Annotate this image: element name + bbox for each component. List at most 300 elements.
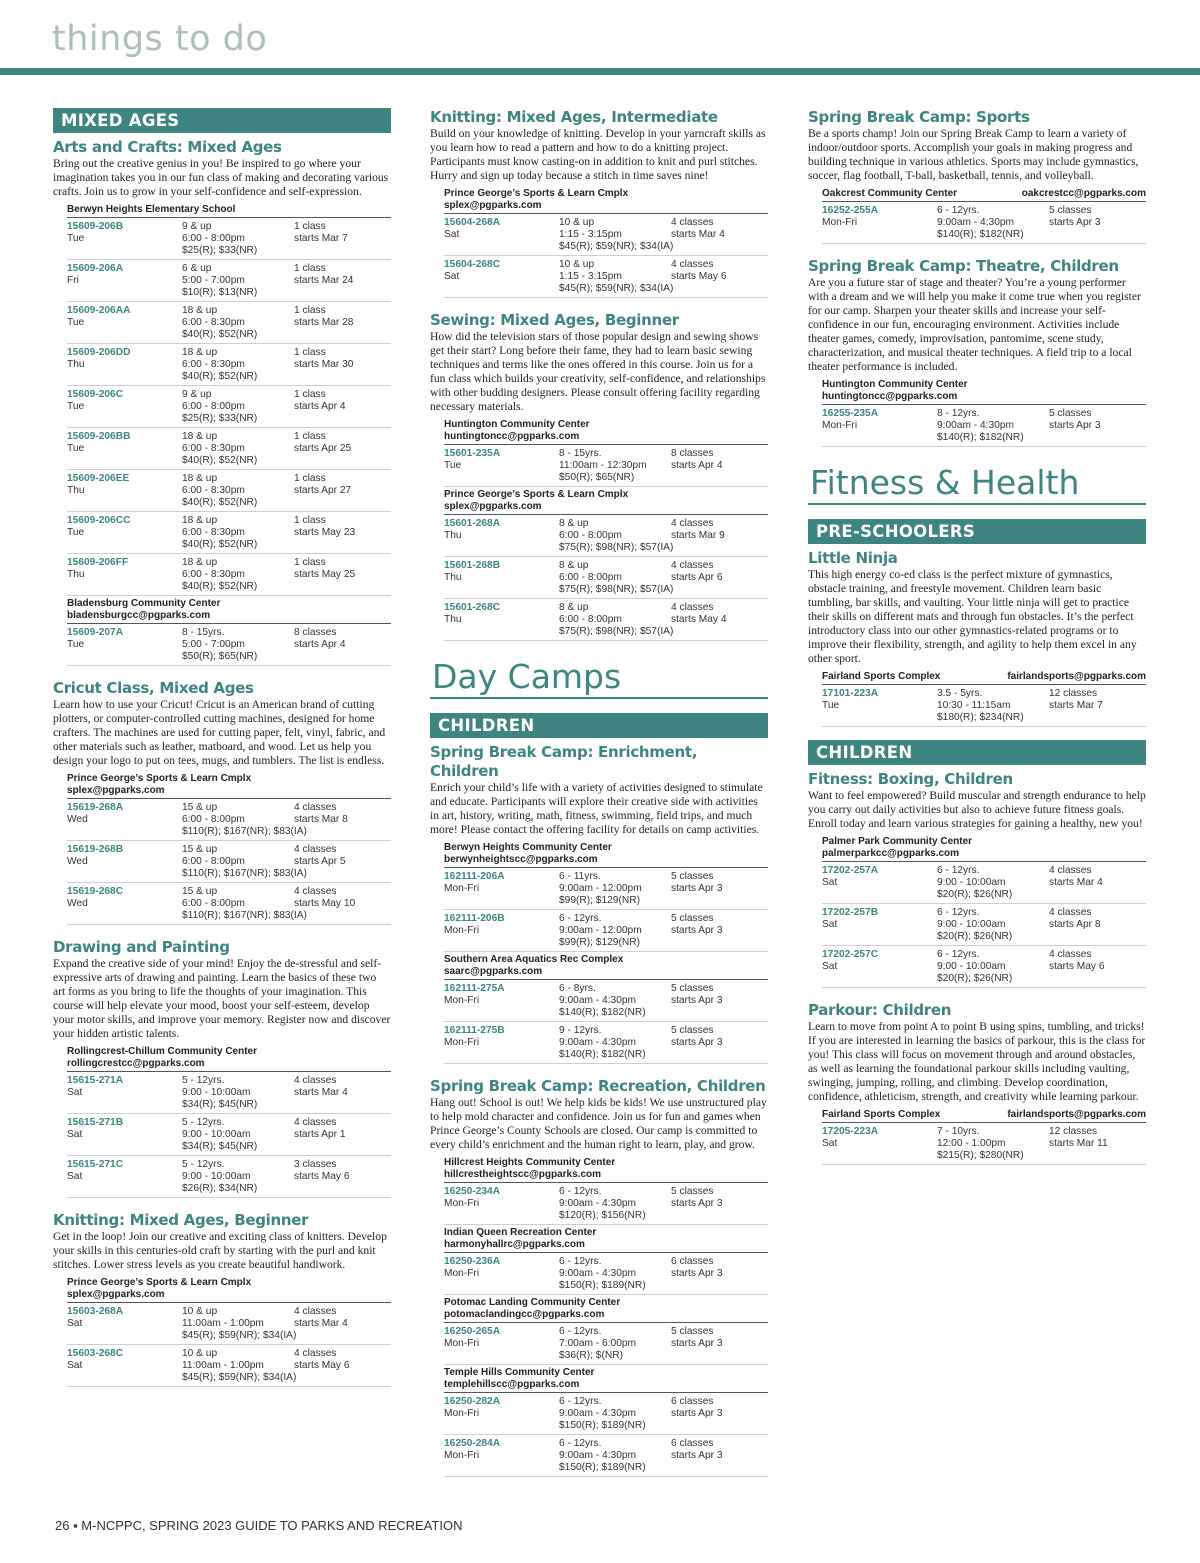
session-code: 162111-275B (444, 1025, 505, 1036)
session-code: 16250-284A (444, 1438, 501, 1449)
session-age: 8 - 15yrs. (559, 448, 602, 459)
session-time: 6:00 - 8:00pm (182, 233, 245, 244)
session-day: Tue (67, 233, 85, 244)
course-description: Be a sports champ! Join our Spring Break Camp to learn a variety of indoor/outdoor sports. Accomplish your goals in making progress and building technique in various athletics. Sports may include gymnastics, soccer, flag football, T-ball, basketball, tennis, and volleyball. (808, 127, 1139, 182)
session-row (822, 685, 1146, 727)
session-fee: $140(R); $182(NR) (937, 432, 1024, 443)
facility-header (67, 1044, 391, 1072)
course-title: Arts and Crafts: Mixed Ages (53, 138, 282, 156)
session-classes: 8 classes (671, 448, 714, 459)
session-row (67, 1303, 391, 1345)
course-title: Sewing: Mixed Ages, Beginner (430, 311, 679, 329)
session-age: 6 - 12yrs. (937, 949, 980, 960)
session-classes: 4 classes (671, 259, 714, 270)
session-row (67, 799, 391, 841)
course (430, 1077, 768, 1477)
session-classes: 4 classes (294, 802, 337, 813)
course-description: Want to feel empowered? Build muscular and strength endurance to help you carry out daily activities but also to achieve future fitness goals. Enroll today and learn various strategies for gaining a healthy, new you! (808, 789, 1146, 830)
facility (67, 202, 391, 596)
session-spacer (67, 868, 182, 880)
session-age: 8 & up (559, 560, 589, 571)
session-time: 9:00am - 4:30pm (559, 1408, 637, 1419)
session-time: 9:00am - 12:00pm (559, 883, 642, 894)
session-start: starts Apr 1 (294, 1129, 346, 1140)
session-row (67, 883, 391, 925)
session-fee: $140(R); $182(NR) (559, 1049, 646, 1060)
session-spacer (67, 1372, 182, 1384)
session-age: 15 & up (182, 802, 218, 813)
session-fee: $215(R); $280(NR) (937, 1150, 1024, 1161)
course (808, 257, 1146, 447)
session-fee: $140(R); $182(NR) (559, 1007, 646, 1018)
column-1 (53, 108, 391, 1400)
session-code: 15601-268A (444, 518, 501, 529)
session-fee: $10(R); $13(NR) (182, 287, 258, 298)
session-day: Sat (67, 1129, 83, 1140)
session-start: starts Mar 28 (294, 317, 354, 328)
session-spacer (822, 229, 937, 241)
facility (444, 952, 768, 1064)
session-start: starts Apr 3 (1049, 420, 1101, 431)
session-day: Mon-Fri (822, 217, 858, 228)
facility (822, 186, 1146, 244)
session-age: 10 & up (182, 1306, 218, 1317)
course-description: Get in the loop! Join our creative and exciting class of knitters. Develop your skills in this centuries-old craft by starting with the purl and knit stitches. Lower stress levels as you create beautiful handiwork. (53, 1230, 387, 1271)
session-row (444, 1253, 768, 1295)
session-spacer (444, 1049, 559, 1061)
session-day: Sat (67, 1360, 83, 1371)
session-start: starts Apr 3 (1049, 217, 1101, 228)
session-fee: $180(R); $234(NR) (937, 712, 1024, 723)
facility-header (444, 1365, 768, 1393)
session-start: starts Apr 3 (671, 1268, 723, 1279)
session-day: Mon-Fri (444, 1408, 480, 1419)
facility-email[interactable]: huntingtoncc@pgparks.com (444, 431, 580, 442)
facility-name: Oakcrest Community Center (822, 188, 958, 199)
session-spacer (444, 241, 559, 253)
session-row (822, 904, 1146, 946)
session-age: 18 & up (182, 431, 218, 442)
session-classes: 5 classes (1049, 408, 1092, 419)
session-classes: 1 class (294, 515, 326, 526)
session-row (67, 344, 391, 386)
section-heading: Fitness & Health (808, 460, 1146, 505)
session-code: 15609-206FF (67, 557, 129, 568)
facility-email[interactable]: oakcrestcc@pgparks.com (1021, 188, 1146, 199)
session-day: Wed (67, 898, 88, 909)
facility (444, 1365, 768, 1477)
session-classes: 4 classes (294, 1306, 337, 1317)
session-row (67, 1156, 391, 1198)
facility-email[interactable]: fairlandsports@pgparks.com (1007, 671, 1146, 682)
session-spacer (822, 1150, 937, 1162)
facility-email[interactable]: harmonyhallrc@pgparks.com (444, 1239, 585, 1250)
facility (444, 487, 768, 641)
session-row (444, 599, 768, 641)
session-spacer (444, 283, 559, 295)
facility-email[interactable]: splex@pgparks.com (67, 1289, 165, 1300)
session-classes: 4 classes (671, 602, 714, 613)
facility-header (444, 1295, 768, 1323)
session-time: 6:00 - 8:00pm (182, 898, 245, 909)
session-time: 7:00am - 6:00pm (559, 1338, 637, 1349)
session-code: 15603-268A (67, 1306, 124, 1317)
session-classes: 4 classes (1049, 907, 1092, 918)
session-spacer (444, 472, 559, 484)
session-day: Tue (444, 460, 462, 471)
session-code: 15609-207A (67, 627, 124, 638)
session-spacer (444, 1007, 559, 1019)
session-spacer (67, 245, 182, 257)
session-time: 9:00am - 12:00pm (559, 925, 642, 936)
session-day: Sat (67, 1171, 83, 1182)
session-code: 15619-268B (67, 844, 124, 855)
session-start: starts Apr 4 (294, 401, 346, 412)
session-row (444, 1323, 768, 1365)
session-spacer (67, 539, 182, 551)
session-spacer (67, 910, 182, 922)
session-start: starts Apr 4 (294, 639, 346, 650)
facility-email[interactable]: huntingtoncc@pgparks.com (822, 391, 958, 402)
facility-header (67, 771, 391, 799)
session-age: 6 - 12yrs. (559, 1326, 602, 1337)
facility-name: Prince George’s Sports & Learn Cmplx (444, 188, 629, 199)
session-start: starts Apr 3 (671, 883, 723, 894)
session-row (444, 214, 768, 256)
session-classes: 4 classes (294, 1075, 337, 1086)
session-fee: $150(R); $189(NR) (559, 1280, 646, 1291)
session-day: Tue (67, 443, 85, 454)
course-description: Expand the creative side of your mind! Enjoy the de-stressful and self-expressive arts of drawing and painting. Learn the basics of these two art forms as you bring to life the thoughts of your imagination. This course will help elevate your mood, boost your self-esteem, develop your motor skills, and improve your memory. Register now and discover your hidden artistic talents. (53, 957, 391, 1040)
session-code: 17101-223A (822, 688, 879, 699)
session-code: 15604-268C (444, 259, 501, 270)
session-fee: $40(R); $52(NR) (182, 329, 258, 340)
session-fee: $25(R); $33(NR) (182, 245, 258, 256)
session-row (67, 512, 391, 554)
session-spacer (444, 1280, 559, 1292)
facility-name: Huntington Community Center (444, 419, 590, 430)
session-code: 15619-268C (67, 886, 124, 897)
session-start: starts Mar 4 (671, 229, 725, 240)
session-code: 15601-268B (444, 560, 501, 571)
facility-header (67, 596, 391, 624)
session-spacer (444, 626, 559, 638)
session-row (822, 1123, 1146, 1165)
session-time: 9:00am - 4:30pm (559, 1450, 637, 1461)
facility-name: Berwyn Heights Elementary School (67, 204, 236, 215)
session-day: Mon-Fri (444, 1037, 480, 1048)
session-start: starts Apr 25 (294, 443, 352, 454)
course (430, 108, 768, 298)
session-fee: $120(R); $156(NR) (559, 1210, 646, 1221)
session-age: 6 - 12yrs. (937, 865, 980, 876)
session-code: 16250-265A (444, 1326, 501, 1337)
session-day: Fri (67, 275, 79, 286)
session-row (67, 554, 391, 596)
session-day: Thu (67, 485, 85, 496)
session-code: 15615-271A (67, 1075, 124, 1086)
session-classes: 1 class (294, 431, 326, 442)
session-spacer (67, 1183, 182, 1195)
session-time: 9:00 - 10:00am (937, 961, 1006, 972)
session-time: 9:00 - 10:00am (182, 1087, 251, 1098)
session-age: 9 - 12yrs. (559, 1025, 602, 1036)
facility-header (444, 840, 768, 868)
session-age: 6 - 12yrs. (937, 205, 980, 216)
session-age: 8 & up (559, 518, 589, 529)
session-classes: 5 classes (671, 913, 714, 924)
session-classes: 4 classes (671, 217, 714, 228)
session-start: starts Mar 11 (1049, 1138, 1108, 1149)
session-classes: 1 class (294, 263, 326, 274)
session-spacer (822, 889, 937, 901)
session-row (444, 515, 768, 557)
session-row (822, 202, 1146, 244)
session-age: 18 & up (182, 347, 218, 358)
session-fee: $34(R); $45(NR) (182, 1141, 258, 1152)
session-fee: $20(R); $26(NR) (937, 931, 1013, 942)
session-time: 9:00am - 4:30pm (937, 217, 1015, 228)
facility-header (444, 417, 768, 445)
session-spacer (444, 584, 559, 596)
session-start: starts Apr 3 (671, 1450, 723, 1461)
course-description: Are you a future star of stage and theater? You’re a young performer with a dream and we will help you make it come true when you register for our camp. Sharpen your theater skills and increase your self-confidence in our fun, encouraging environment. Activities include theater games, comedy, improvisation, pantomime, scene study, characterization, and musical theater techniques. A field trip to a local theater performance is included. (808, 276, 1141, 373)
session-age: 15 & up (182, 844, 218, 855)
session-day: Thu (67, 569, 85, 580)
session-row (67, 470, 391, 512)
session-code: 15609-206BB (67, 431, 131, 442)
session-time: 6:00 - 8:30pm (182, 317, 245, 328)
session-code: 15604-268A (444, 217, 501, 228)
session-classes: 4 classes (1049, 865, 1092, 876)
session-spacer (444, 1420, 559, 1432)
session-spacer (67, 455, 182, 467)
session-fee: $40(R); $52(NR) (182, 371, 258, 382)
course-title: Spring Break Camp: Enrichment, Children (430, 743, 698, 780)
session-age: 18 & up (182, 557, 218, 568)
session-day: Tue (67, 527, 85, 538)
session-start: starts Apr 3 (671, 1037, 723, 1048)
facility-email[interactable]: potomaclandingcc@pgparks.com (444, 1309, 605, 1320)
session-start: starts Apr 3 (671, 1408, 723, 1419)
session-spacer (67, 497, 182, 509)
page-title: things to do (52, 19, 268, 59)
session-classes: 1 class (294, 221, 326, 232)
session-classes: 5 classes (671, 983, 714, 994)
session-spacer (67, 329, 182, 341)
session-code: 15619-268A (67, 802, 124, 813)
session-start: starts May 6 (294, 1360, 350, 1371)
session-fee: $110(R); $167(NR); $83(IA) (182, 826, 307, 837)
course-description: Bring out the creative genius in you! Be inspired to go where your imagination takes you in our fun class of making and decorating various crafts. Join us to grow in your self-confidence and self-expression. (53, 157, 389, 198)
session-classes: 3 classes (294, 1159, 337, 1170)
facility-email[interactable]: splex@pgparks.com (67, 785, 165, 796)
course (430, 311, 768, 641)
session-fee: $45(R); $59(NR); $34(IA) (559, 283, 674, 294)
course-description: Learn to move from point A to point B using spins, tumbling, and tricks! If you are interested in learning the basics of parkour, this is the class for you! This class will focus on movement through and around obstacles, as well as learning the foundational parkour skills including vaulting, swinging, jumping, rolling, and climbing. Develop coordination, confidence, athleticism, strength, and creativity while learning parkour. (808, 1020, 1146, 1103)
session-row (67, 386, 391, 428)
session-time: 9:00am - 4:30pm (559, 1268, 637, 1279)
session-time: 5:00 - 7:00pm (182, 639, 245, 650)
session-day: Mon-Fri (444, 1198, 480, 1209)
facility-email[interactable]: splex@pgparks.com (444, 200, 542, 211)
session-fee: $99(R); $129(NR) (559, 895, 640, 906)
facility (822, 669, 1146, 727)
session-fee: $50(R); $65(NR) (559, 472, 635, 483)
session-start: starts Mar 4 (294, 1087, 348, 1098)
session-classes: 4 classes (294, 1117, 337, 1128)
session-age: 5 - 12yrs. (182, 1159, 225, 1170)
session-row (444, 1183, 768, 1225)
session-code: 15615-271C (67, 1159, 124, 1170)
session-spacer (444, 895, 559, 907)
session-spacer (67, 1099, 182, 1111)
session-code: 16250-236A (444, 1256, 501, 1267)
session-classes: 1 class (294, 557, 326, 568)
session-age: 6 - 12yrs. (937, 907, 980, 918)
facility-name: Berwyn Heights Community Center (444, 842, 612, 853)
facility-header (822, 669, 1146, 685)
session-code: 15615-271B (67, 1117, 124, 1128)
facility-email[interactable]: palmerparkcc@pgparks.com (822, 848, 960, 859)
session-row (444, 445, 768, 487)
session-time: 11:00am - 1:00pm (182, 1318, 264, 1329)
session-time: 6:00 - 8:00pm (182, 401, 245, 412)
facility (67, 596, 391, 666)
session-day: Sat (822, 1138, 838, 1149)
session-start: starts Mar 8 (294, 814, 348, 825)
session-code: 17202-257C (822, 949, 879, 960)
session-time: 6:00 - 8:30pm (182, 443, 245, 454)
session-time: 6:00 - 8:00pm (559, 530, 622, 541)
session-code: 15601-268C (444, 602, 501, 613)
session-age: 9 & up (182, 389, 212, 400)
session-day: Sat (822, 961, 838, 972)
session-time: 11:00am - 1:00pm (182, 1360, 264, 1371)
facility-email[interactable]: saarc@pgparks.com (444, 966, 543, 977)
facility-email[interactable]: splex@pgparks.com (444, 501, 542, 512)
facility-name: Temple Hills Community Center (444, 1367, 595, 1378)
facility-email[interactable]: hillcrestheightscc@pgparks.com (444, 1169, 602, 1180)
session-classes: 1 class (294, 305, 326, 316)
course-description: Build on your knowledge of knitting. Develop in your yarncraft skills as you learn how to read a pattern and how to do a knitting project. Participants must know casting-on in addition to knit and purl stitches. Hurry and sign up today because a stitch in time saves nine! (430, 127, 766, 182)
session-day: Sat (67, 1087, 83, 1098)
session-time: 9:00am - 4:30pm (937, 420, 1015, 431)
course (53, 679, 391, 925)
session-classes: 8 classes (294, 627, 337, 638)
session-code: 15609-206EE (67, 473, 130, 484)
facility-email[interactable]: bladensburgcc@pgparks.com (67, 610, 211, 621)
session-fee: $40(R); $52(NR) (182, 581, 258, 592)
session-fee: $150(R); $189(NR) (559, 1462, 646, 1473)
session-fee: $40(R); $52(NR) (182, 539, 258, 550)
facility-header (822, 1107, 1146, 1123)
session-age: 18 & up (182, 473, 218, 484)
session-start: starts Apr 3 (671, 1338, 723, 1349)
session-time: 6:00 - 8:00pm (182, 814, 245, 825)
session-row (444, 1435, 768, 1477)
course (808, 1001, 1146, 1165)
course-title: Spring Break Camp: Theatre, Children (808, 257, 1119, 275)
session-day: Sat (444, 271, 460, 282)
session-fee: $40(R); $52(NR) (182, 497, 258, 508)
session-row (444, 868, 768, 910)
session-age: 10 & up (559, 217, 595, 228)
facility-name: Fairland Sports Complex (822, 1109, 941, 1120)
session-fee: $45(R); $59(NR); $34(IA) (559, 241, 674, 252)
session-time: 6:00 - 8:00pm (182, 856, 245, 867)
session-spacer (444, 1350, 559, 1362)
session-row (822, 405, 1146, 447)
facility-name: Bladensburg Community Center (67, 598, 221, 609)
session-code: 16255-235A (822, 408, 879, 419)
facility-header (822, 186, 1146, 202)
session-code: 162111-275A (444, 983, 505, 994)
course-description: Enrich your child’s life with a variety of activities designed to stimulate and educate. Participants will explore their creative side with activities in art, history, writing, math, fitness, swimming, field trips, and much more! Please contact the offering facility for details on camp activities. (430, 781, 763, 836)
facility (444, 840, 768, 952)
session-row (67, 624, 391, 666)
facility (67, 771, 391, 925)
session-code: 162111-206B (444, 913, 505, 924)
session-code: 17202-257A (822, 865, 879, 876)
facility-header (444, 1225, 768, 1253)
session-day: Sat (822, 919, 838, 930)
facility (822, 834, 1146, 988)
facility-email[interactable]: fairlandsports@pgparks.com (1007, 1109, 1146, 1120)
session-day: Thu (67, 359, 85, 370)
session-row (444, 1022, 768, 1064)
facility-header (444, 952, 768, 980)
section-band: PRE-SCHOOLERS (808, 519, 1146, 544)
session-fee: $75(R); $98(NR); $57(IA) (559, 542, 674, 553)
session-start: starts Apr 3 (671, 1198, 723, 1209)
session-day: Mon-Fri (444, 995, 480, 1006)
course (808, 549, 1146, 727)
facility (444, 1295, 768, 1365)
session-classes: 5 classes (671, 871, 714, 882)
course (53, 138, 391, 666)
course-title: Cricut Class, Mixed Ages (53, 679, 254, 697)
session-code: 15609-206A (67, 263, 124, 274)
session-day: Wed (67, 856, 88, 867)
session-day: Mon-Fri (444, 1450, 480, 1461)
session-fee: $40(R); $52(NR) (182, 455, 258, 466)
session-time: 6:00 - 8:30pm (182, 359, 245, 370)
session-time: 6:00 - 8:30pm (182, 485, 245, 496)
session-spacer (444, 937, 559, 949)
facility-email[interactable]: templehillscc@pgparks.com (444, 1379, 580, 1390)
session-day: Mon-Fri (444, 1268, 480, 1279)
section-heading: Day Camps (430, 654, 768, 699)
session-time: 9:00 - 10:00am (182, 1129, 251, 1140)
facility-email[interactable]: rollingcrestcc@pgparks.com (67, 1058, 205, 1069)
session-fee: $36(R); $(NR) (559, 1350, 623, 1361)
session-code: 15603-268C (67, 1348, 124, 1359)
session-row (67, 428, 391, 470)
session-row (444, 980, 768, 1022)
section-band: MIXED AGES (53, 108, 391, 133)
session-time: 1:15 - 3:15pm (559, 271, 622, 282)
session-classes: 4 classes (294, 844, 337, 855)
facility (444, 186, 768, 298)
session-age: 7 - 10yrs. (937, 1126, 980, 1137)
session-age: 15 & up (182, 886, 218, 897)
facility (67, 1275, 391, 1387)
facility-email[interactable]: berwynheightscc@pgparks.com (444, 854, 598, 865)
session-age: 10 & up (559, 259, 595, 270)
session-fee: $45(R); $59(NR); $34(IA) (182, 1372, 297, 1383)
session-age: 9 & up (182, 221, 212, 232)
